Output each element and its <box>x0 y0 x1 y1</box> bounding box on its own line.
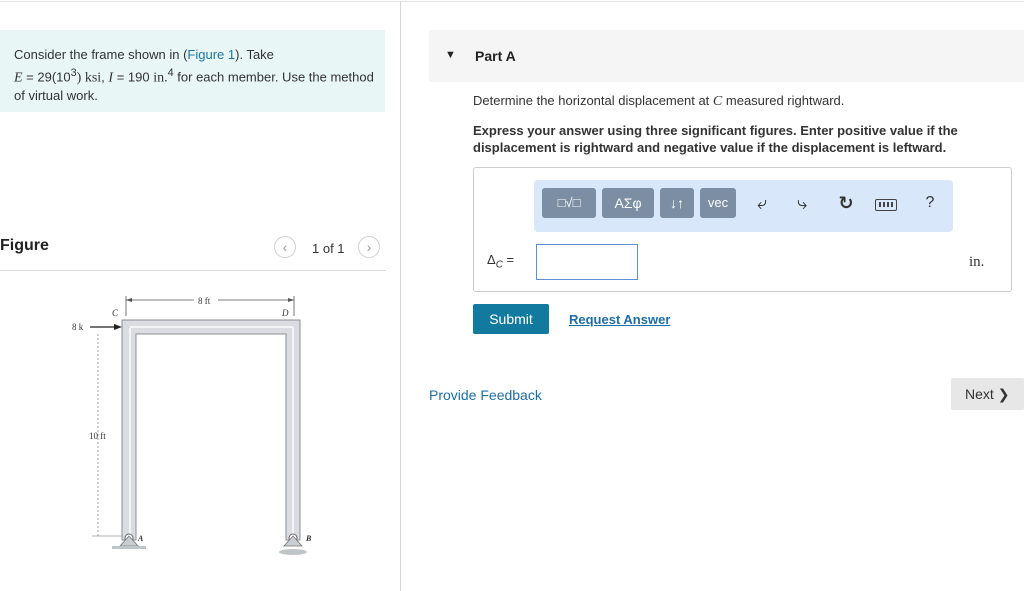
figure-counter: 1 of 1 <box>312 241 345 256</box>
e-symbol: E <box>14 70 23 86</box>
right-pane <box>401 0 1024 591</box>
submit-button[interactable]: Submit <box>473 304 549 334</box>
delta-subscript: C <box>495 259 503 271</box>
redo-icon[interactable]: ⤷ <box>796 193 808 213</box>
delta-symbol: Δ <box>487 252 496 267</box>
chevron-right-icon: › <box>366 239 372 255</box>
part-header[interactable] <box>429 30 1024 82</box>
intro-end-text: ). Take <box>235 47 274 62</box>
node-label-c: C <box>112 308 119 318</box>
part-title: Part A <box>475 48 516 64</box>
arrows-button[interactable] <box>660 188 694 218</box>
dim-label-10ft: 10 ft <box>89 431 106 441</box>
question-text <box>473 93 1013 110</box>
problem-statement-box <box>0 30 385 112</box>
caret-down-icon[interactable]: ▼ <box>445 49 456 61</box>
equals-sign: = <box>502 252 515 267</box>
answer-box <box>473 167 1012 292</box>
answer-unit: in. <box>969 254 985 270</box>
answer-input[interactable] <box>536 244 638 280</box>
request-answer-link[interactable]: Request Answer <box>569 312 671 327</box>
greek-button[interactable] <box>602 188 654 218</box>
node-label-b: B <box>306 534 312 543</box>
i-unit: in. <box>153 70 168 86</box>
reset-icon[interactable]: ↻ <box>838 193 854 213</box>
figure-prev-button[interactable] <box>274 236 296 258</box>
chevron-right-icon: ❯ <box>997 386 1010 402</box>
answer-label <box>487 252 514 271</box>
keyboard-icon[interactable] <box>875 199 897 211</box>
arrows-icon: ↓↑ <box>670 195 684 211</box>
question-suffix: measured rightward. <box>725 93 845 108</box>
e-value: 29(10 <box>37 69 71 85</box>
question-symbol: C <box>712 94 723 109</box>
frame-figure <box>60 288 360 588</box>
next-label: Next <box>965 386 994 402</box>
problem-statement: Consider the frame shown in (Figure 1). Take $E = 29(10^3)$ ksi, I = 190 in.$^4$ for each member. Use the method of virtual work. <box>14 47 374 104</box>
question-prefix: Determine the horizontal displacement at <box>473 93 710 108</box>
undo-icon[interactable]: ⤶ <box>756 193 768 213</box>
chevron-left-icon: ‹ <box>282 239 288 255</box>
figure-title: Figure <box>0 237 49 254</box>
problem-tail: for each member. Use the method of virtual work. <box>14 69 374 104</box>
i-value: 190 <box>127 69 150 85</box>
vec-button[interactable] <box>700 188 736 218</box>
load-label: 8 k <box>72 322 84 332</box>
e-exponent: 3 <box>70 67 77 79</box>
provide-feedback-link[interactable]: Provide Feedback <box>429 387 542 403</box>
vec-label: vec <box>707 195 729 210</box>
help-button[interactable]: ? <box>925 194 935 211</box>
templates-icon: □√□ <box>557 195 581 210</box>
instructions-text: Express your answer using three significant figures. Enter positive value if the displacement is rightward and negative value if the displacement is leftward. <box>473 123 958 155</box>
dim-label-8ft: 8 ft <box>198 296 211 306</box>
next-button[interactable] <box>951 378 1024 410</box>
intro-text: Consider the frame shown in ( <box>14 47 188 62</box>
node-label-d: D <box>282 308 289 318</box>
i-exponent: 4 <box>167 67 174 79</box>
math-toolbar <box>534 180 953 232</box>
figure-header <box>0 236 386 271</box>
node-label-a: A <box>138 534 144 543</box>
left-pane <box>0 0 400 591</box>
figure-link[interactable]: Figure 1 <box>187 47 236 62</box>
figure-next-button[interactable] <box>358 236 380 258</box>
i-symbol: I <box>108 70 114 86</box>
e-unit: ) ksi <box>76 70 102 86</box>
templates-button[interactable] <box>542 188 596 218</box>
greek-label: ΑΣφ <box>614 195 642 211</box>
